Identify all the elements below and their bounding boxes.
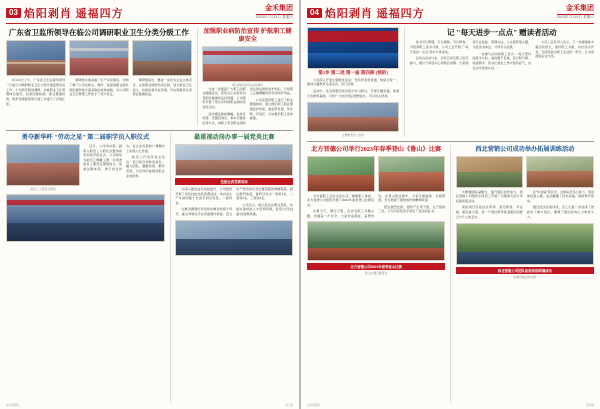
- article-body-a3: 近日，公司举办第二届新入职员工入职仪式暨岗前培训班开班仪式。公司领导为新员工佩戴工牌，并寄语新员工要坚定理想信念、练就过硬本领、勇于担当作为，在企业发展的广阔舞台上实现人生价值。 新员工代表作表态发言，表示将尽快转变角色、融入团队，脚踏实地、勤学苦练，以优异的成绩回报企业的培养。: [83, 143, 165, 178]
- footer-left-text: 金禾集团报: [6, 404, 19, 407]
- article-photo-a2-1: [202, 46, 293, 82]
- masthead-right-group: [256, 5, 293, 19]
- article-headline-a1: 广东省卫监所领导在临公司调研职业卫生分类分级工作: [8, 28, 189, 37]
- masthead-rule: [6, 23, 293, 24]
- masthead-title: 焰阳剥肖 遥福四方: [23, 8, 124, 20]
- article-headline-b3: 北方晋德公司举行2023年春季登山《鲁山》比赛: [311, 145, 442, 153]
- column-divider-4: [450, 145, 451, 403]
- footer-right-text: 第三版: [285, 404, 293, 407]
- page-footer-left: [6, 403, 293, 407]
- article-body-b3: 为丰富职工业余文化生活，增强职工体质，北方晋德公司组织开展了2023年春季登山比赛活动。 比赛当天，晴空万里，百余名职工齐聚山脚，伴随着一声发令，大家你追我赶，奋勇争先，在登山的过程中，大家互相鼓励、互相帮助，充分展现了团结协作的精神风貌。 经过激烈比拼，最终产生男子组、女子组前三名。公司为获奖选手颁发了奖品和证书。: [307, 193, 446, 219]
- page-03: [0, 0, 299, 409]
- footer-left-text-2: 金禾集团报: [307, 404, 320, 407]
- article-photo-b3-2: [378, 156, 446, 192]
- masthead-left-group-2: [307, 5, 425, 21]
- column-divider-3: [404, 27, 405, 137]
- masthead-right: [307, 5, 594, 21]
- article-photo-b3-3: [307, 221, 445, 261]
- article-banner-a4: 技能比武竞赛现场: [175, 178, 293, 185]
- publication-logo-2: 金禾集团: [557, 5, 594, 15]
- article-photo-b4-1: [456, 156, 524, 188]
- article-photo-a4-1: [175, 144, 293, 176]
- article-body-a4: 为深入推进业务技能提升，公司组织开展了岗位技能比武竞赛活动，来自各生产车间的数十名选手同台竞技，一展风采。 比赛设置理论考试和实操竞技两个环节，重点考察选手对设备操作规程、安全生产规范和应急处置流程的掌握程度。经过激烈角逐，最终评选出一等奖1名、二等奖2名、三等奖3名。 公司表示，将以此次比赛为契机，持续完善技能人才培养机制，营造"比学赶超"的浓厚氛围。: [175, 186, 293, 217]
- article-photo-a1-3: [132, 40, 192, 76]
- publication-logo: 金禾集团: [256, 5, 293, 15]
- article-photo-a3-1: [6, 144, 80, 186]
- page-number-badge: 03: [6, 8, 21, 18]
- masthead-left: [6, 5, 293, 21]
- page-footer-right: [307, 403, 594, 407]
- column-divider: [197, 27, 198, 126]
- article-headline-a3: 勇夺新华杯 "劳动之星" 第二届职学员入职仪式: [21, 134, 150, 142]
- article-caption-a2: 职业病防治宣传活动现场: [232, 82, 264, 87]
- article-body-b1: 公司深入开展主题教育活动，坚持学思用贯通、知信行统一，推动主题教育走深走实、见行见效。 活动中，各支部组织党员集中学习研讨，开展专题党课，参观红色教育基地，引导广大党员坚定理想信念、牢记初心使命。: [307, 77, 400, 98]
- article-photo-b4-3: [456, 223, 594, 265]
- section-rule-right-1: [307, 141, 594, 142]
- column-divider-2: [170, 133, 171, 403]
- article-headline-b2: 记 "每天进步一点点" 赠读者活动: [447, 28, 557, 37]
- page-number-badge-2: 04: [307, 8, 322, 18]
- article-photo-a3-2: [6, 194, 165, 242]
- masthead-title-2: 焰阳剥肖 遥福四方: [324, 8, 425, 20]
- article-photo-b3-1: [307, 156, 375, 192]
- article-photo-a1-2: [69, 40, 129, 76]
- publication-date: 2023年7月15日 星期六: [255, 14, 293, 19]
- article-photo-a4-2: [175, 220, 293, 256]
- article-headline-a4: 最重视动岗办事一届党炎比赛: [193, 134, 275, 142]
- article-photo-b1-2: [307, 102, 399, 132]
- article-body-b2: 读书可以明理，可以增智，可以修身。为培育职工读书习惯，公司工会开展了"每天进步一点点"读书分享活动。 活动自启动以来，共有百余名职工报名参与，累计分享读书心得两百余篇。大家围绕专业技能、管理方法、人文素养等主题，交流读书体会，分享学习成果。 一位参与活动的职工表示："每天坚持阅读半小时，看似微不足道，但日积月累，收获颇丰。读书让我在工作中更有底气，在生活中更加从容。" 公司工会负责人表示，下一步将继续丰富活动形式，建好职工书屋，办好读书沙龙，让阅读成为职工生活的一部分，让书香浸润企业文化。: [409, 40, 594, 70]
- article-body-a2: 为进一步提高广大职工的职业健康意识，营造关心关爱劳动者职业健康的良好氛围，公司组织开展了形式多样的职业病防治宣传活动。 活动通过悬挂横幅、发放宣传册、设置咨询台、举办专题讲座等方式，向职工普及职业病防治法律法规和防护知识，引导职工正确佩戴使用劳动防护用品。 公司还组织职工进行了职业健康体检，建立健全职工职业健康监护档案，做到早发现、早诊断、早治疗，切实维护职工身体健康。: [202, 86, 293, 125]
- article-caption-b3: 登山比赛合影留念: [364, 270, 388, 275]
- article-banner-b3: 北方晋德公司2023年春季登山比赛: [307, 263, 445, 270]
- article-headline-a2: 加强职业病防治宣传 护航职工健康安全: [203, 28, 292, 43]
- article-photo-a1-1: [6, 40, 66, 76]
- masthead-left-group: [6, 5, 124, 21]
- footer-right-text-2: 第四版: [586, 404, 594, 407]
- article-caption-b1: 主题教育学习活动: [341, 133, 365, 138]
- masthead-rule-2: [307, 23, 594, 24]
- article-body-a1: 6月22日上午，广东省卫生监督所领导一行到公司调研职业卫生分类分级监管试点工作。公司领导陪同调研，并就职业卫生管理体系建设、危害因素检测、职业健康检查、防护设施配备等方面工作进行了详细汇报。 调研组实地查看了生产车间现场，详细了解了公司在粉尘、噪声、高温等职业病危害因素防控方面采取的具体措施，对公司职业卫生管理工作给予了充分肯定。 调研组指出，要进一步压实企业主体责任，完善职业病防治责任制，加大职业卫生投入，持续改善作业环境，切实保障劳动者职业健康权益。: [6, 78, 192, 106]
- section-rule-left-1: [6, 130, 293, 131]
- article-caption-b4: 拓展训练活动合影: [513, 275, 537, 280]
- article-headline-b1: 第2步 第二批 第一届 第四部 [预的]: [318, 70, 388, 75]
- masthead-right-group-2: [557, 5, 594, 19]
- article-headline-b4: 西北营销公司成功举办拓展训练活动: [475, 145, 575, 153]
- article-photo-b4-2: [526, 156, 594, 188]
- article-banner-b4: 西北营销公司团队拓展训练圆满成功: [456, 267, 594, 274]
- article-photo-b1-1: [307, 27, 399, 69]
- article-caption-a3: 新员工入职仪式现场: [30, 186, 56, 191]
- page-04: [301, 0, 600, 409]
- article-body-b4: 为增强团队凝聚力，提升团队协作能力，西北营销公司组织全体员工开展了为期两天的户外拓展训练活动。 训练项目包括信任背摔、高空断桥、毕业墙、团队接力等，每一个项目都考验着团队的配合与个人的意志。 在"毕业墙"项目中，全体队员齐心协力，用身体搭起人梯，成功翻越了四米高墙，现场掌声雷动。 通过此次拓展训练，员工们进一步加深了彼此的了解与信任，增强了团队的向心力和战斗力。: [455, 189, 594, 219]
- publication-date-2: 2023年7月15日 星期六: [556, 14, 594, 19]
